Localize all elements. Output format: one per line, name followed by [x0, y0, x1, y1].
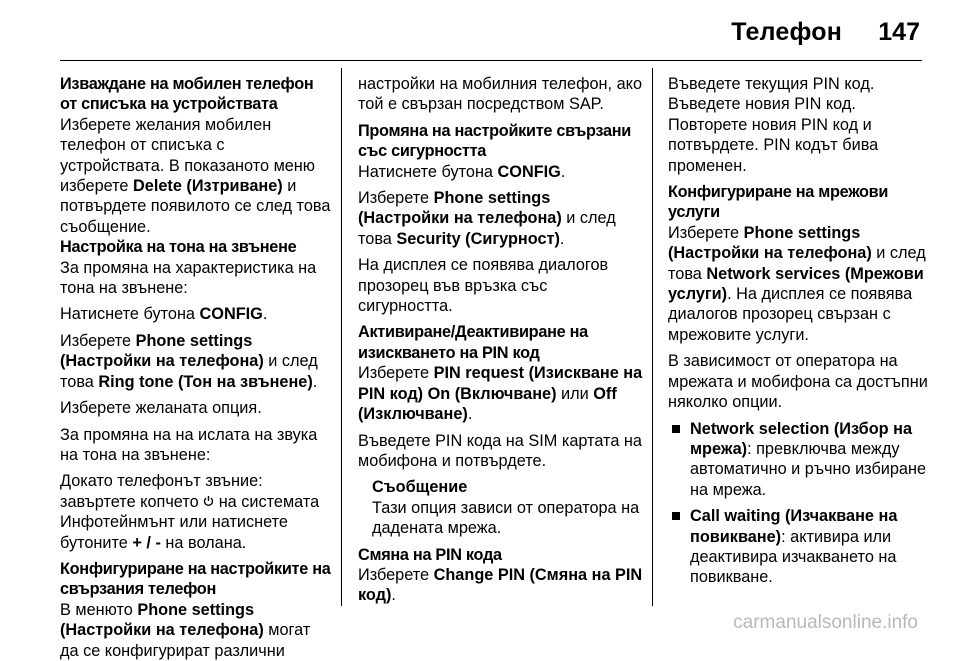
text: Изберете	[358, 565, 434, 584]
paragraph-volume-instructions	[60, 471, 332, 553]
text: на системата Инфотейнмънт или натиснете бутоните	[60, 492, 320, 552]
paragraph-select-ring-tone	[60, 331, 332, 392]
heading-network-services: Конфигуриране на мрежови услуги	[668, 183, 889, 222]
text: и потвърдете появилото се след това съобщение.	[60, 177, 331, 236]
paragraph-enter-sim-pin: Въведете PIN кода на SIM картата на мобифона и потвърдете.	[358, 431, 642, 470]
paragraph-ring-tone-intro: За промяна на характеристика на тона на звънене:	[60, 258, 317, 298]
text: на волана.	[160, 533, 247, 552]
menu-label-phone-settings: Phone settings (Настройки на телефона)	[668, 223, 872, 263]
button-label-plus-minus: + / -	[132, 533, 161, 552]
menu-label-security: Security (Сигурност)	[396, 229, 560, 248]
menu-label-change-pin: Change PIN (Смяна на PIN код)	[358, 565, 643, 605]
text: .	[391, 586, 396, 605]
text: Докато телефонът звъние: завъртете копчето	[60, 472, 263, 511]
heading-change-pin: Смяна на PIN кода	[358, 545, 502, 564]
menu-label-ring-tone: Ring tone (Тон на звънене)	[98, 372, 313, 391]
menu-label-off: Off (Изключване)	[358, 384, 617, 424]
heading-pin-request: Активиране/Деактивиране на изискването на PIN код	[358, 323, 588, 362]
column-divider-1	[341, 68, 342, 606]
text: В менюто	[60, 600, 138, 619]
note-text: Тази опция зависи от оператора на дадената мрежа.	[372, 498, 640, 538]
paragraph-network-services	[668, 223, 930, 345]
note-title: Съобщение	[372, 478, 468, 497]
header-divider	[60, 60, 922, 61]
menu-label-phone-settings: Phone settings (Настройки на телефона)	[60, 600, 264, 640]
page-number: 147	[878, 18, 920, 46]
text: Изберете	[358, 364, 434, 383]
paragraph-press-config	[358, 162, 644, 182]
text: могат да се конфигурират различни	[60, 621, 311, 660]
page-title: Телефон	[731, 18, 842, 46]
text: . На дисплея се появява диалогов прозорец свързан с мрежовите услуги.	[668, 285, 913, 344]
paragraph-security-dialog: На дисплея се появява диалогов прозорец във връзка със сигурността.	[358, 256, 609, 316]
text: Натиснете бутона	[60, 305, 200, 324]
watermark: carmanualsonline.info	[733, 612, 918, 633]
text: Изберете	[668, 223, 744, 242]
note-box	[358, 477, 644, 538]
button-label-config: CONFIG	[199, 305, 263, 324]
column-3	[668, 74, 930, 588]
text: .	[467, 405, 473, 424]
text: Изберете	[358, 189, 434, 208]
paragraph-select-security	[358, 188, 644, 249]
menu-label-call-waiting: Call waiting (Изчакване на повикване)	[690, 507, 898, 546]
list-item	[668, 506, 930, 588]
paragraph-connected-phone-settings	[60, 600, 332, 661]
paragraph-pin-request	[358, 363, 644, 424]
menu-label-network-selection: Network selection (Избор на мрежа)	[690, 419, 913, 458]
heading-security-settings: Промяна на настройките свързани със сигурността	[358, 121, 632, 161]
text: Изберете желания мобилен телефон от списъка с устройствата. В показаното меню изберете	[60, 115, 316, 196]
menu-label-delete: Delete (Изтриване)	[133, 177, 283, 196]
rotary-knob-icon	[203, 495, 214, 508]
paragraph-change-pin	[358, 565, 644, 606]
menu-label-pin-request-on: PIN request (Изискване на PIN код) On (Включване)	[358, 364, 643, 403]
text: и след това	[358, 209, 616, 248]
text: : превключва между автоматично и ръчно избиране на мрежа.	[690, 439, 927, 499]
menu-label-network-services: Network services (Мрежови услуги)	[668, 264, 924, 304]
text: .	[312, 372, 318, 391]
paragraph-remove-phone	[60, 115, 332, 237]
text: : активира или деактивира изчакването на повикване.	[690, 527, 897, 587]
text: Изберете	[60, 331, 136, 350]
text: .	[560, 162, 566, 181]
bullet-square-icon	[672, 425, 680, 433]
heading-connected-phone-settings: Конфигуриране на настройките на свързания телефон	[60, 559, 331, 599]
page-header	[0, 0, 960, 62]
text: .	[559, 229, 565, 248]
paragraph-pin-steps: Въведете текущия PIN код. Въведете новия PIN код. Повторете новия PIN код и потвърдете. PIN кодът бива променен.	[668, 75, 879, 175]
column-2	[358, 74, 644, 606]
heading-remove-phone: Изваждане на мобилен телефон от списъка на устройствата	[60, 75, 314, 114]
text: и след това	[60, 352, 318, 391]
menu-label-phone-settings: Phone settings (Настройки на телефона)	[358, 189, 562, 228]
heading-ring-tone: Настройка на тона на звънене	[60, 238, 297, 257]
list-item	[668, 419, 930, 501]
bullet-square-icon	[672, 512, 680, 520]
column-1	[60, 74, 332, 661]
text: или	[556, 384, 594, 403]
text: .	[262, 305, 268, 324]
paragraph-press-config	[60, 304, 332, 324]
menu-label-phone-settings: Phone settings (Настройки на телефона)	[60, 331, 264, 371]
paragraph-volume-intro: За промяна на на ислата на звука на тона на звънене:	[60, 425, 318, 464]
column-divider-2	[652, 68, 653, 606]
paragraph-operator-options: В зависимост от оператора на мрежата и мобифона са достъпни няколко опции.	[668, 352, 928, 412]
text: Натиснете бутона	[358, 162, 498, 181]
paragraph-sap-continuation: настройки на мобилния телефон, ако той е свързан посредством SAP.	[358, 75, 642, 114]
paragraph-select-option: Изберете желаната опция.	[60, 399, 262, 418]
button-label-config: CONFIG	[497, 162, 561, 181]
text: и след това	[668, 244, 926, 283]
